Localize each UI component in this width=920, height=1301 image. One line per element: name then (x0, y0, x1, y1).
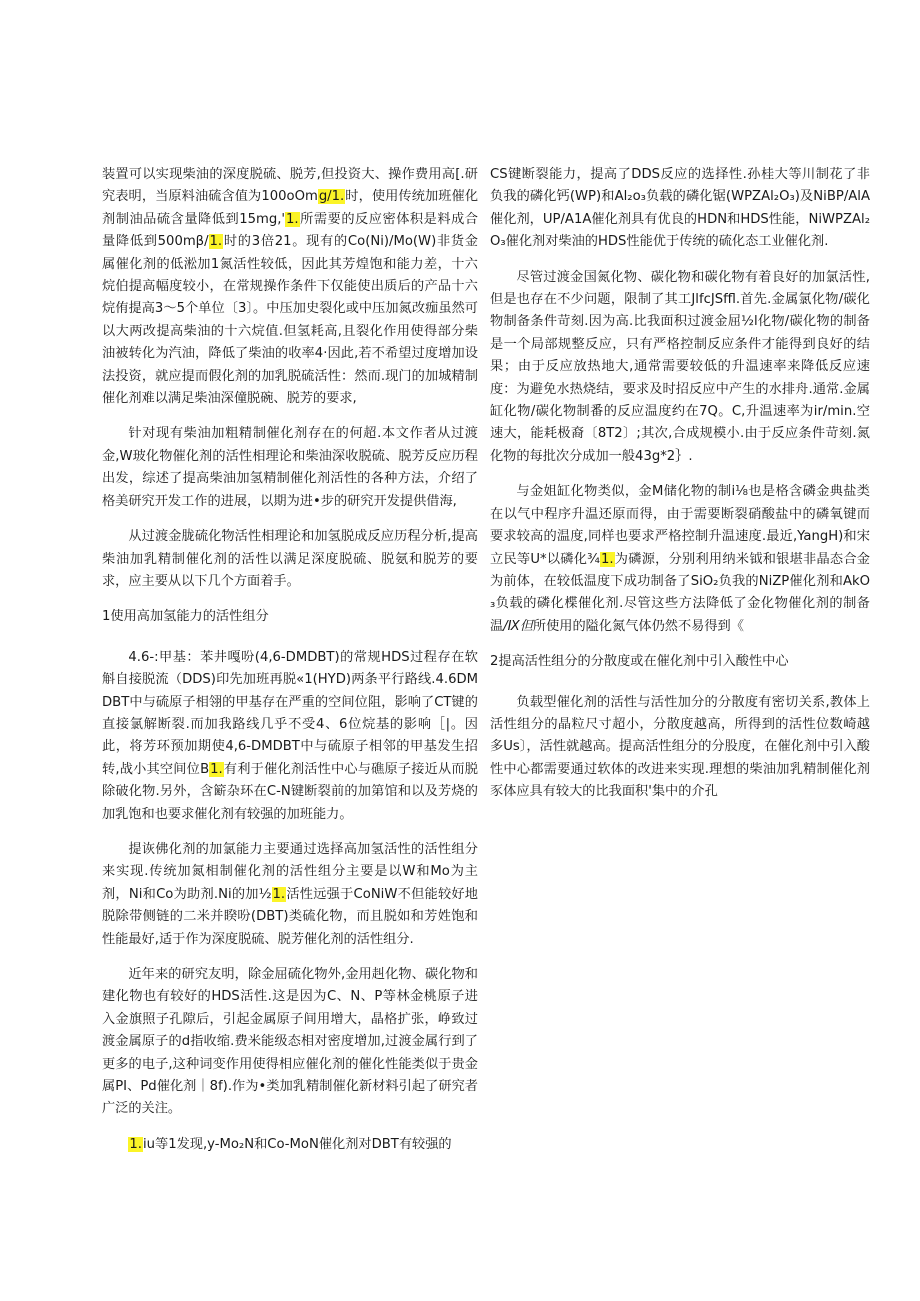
text-segment: iu等1发现,y-Mo₂N和Co-MoN催化剂对DBT有较强的 (142, 1136, 452, 1152)
text-segment: 所需要的反应密体积是料成合量降低到500mβ/ (102, 211, 478, 250)
right-paragraphs-bottom (490, 692, 870, 804)
text-segment: 与金姐缸化物类似，金M储化物的制i⅛也是格含磷金典盐类在以气中程序升温还原而得，由于需要断裂硝酸盐中的磷氧键而要求较高的温度,同样也要求严格控制升温速度.最近,YangH)和宋立民等U*以磷化¾ (490, 484, 870, 567)
italic-segment: /Ⅸ但 (503, 618, 533, 634)
section-heading-2: 2提高活性组分的分散度或在催化剂中引入酸性中心 (490, 654, 789, 670)
paragraph (490, 267, 870, 469)
paragraph (102, 1134, 478, 1156)
left-column (102, 164, 478, 1169)
text-segment: 负载型催化剂的活性与活性加分的分散度有密切关系,教体上活性组分的晶粒尺寸超小，分散度越高，所得到的活性位数崎越多Us〕，活性就越高。提高活性组分的分股度，在催化剂中引入酸性中心都需要通过软体的改进来实现.理想的柴油加乳精制催化剂豕体应具有较大的比我面积'集中的介孔 (490, 694, 870, 800)
paragraph (102, 647, 478, 826)
paragraph (490, 481, 870, 638)
left-paragraphs-top (102, 164, 478, 593)
paragraph (102, 164, 478, 410)
highlight-mark: g/1. (318, 189, 345, 205)
text-segment: 活性远强于CoNiW不但能较好地脱除带侧链的二米并睽吩(DBT)类硫化物，而且脱如和芳姓饱和性能最好,适于作为深度脱硫、脱芳催化剂的活性组分. (102, 886, 478, 947)
text-segment: 时的3倍21。现有的Co(Ni)/Mo(W)非货金属催化剂的低淞加1氮活性较低，因此其芳煌饱和能力差，十六烷伯提高幅度较小，在常规操作条件下仅能使出质后的产品十六烷侑提高3～5个单位〔3〕。中压加史裂化或中压加氮改痂虽然可以大两改提高柴油的十六烷值.但氢耗高,且裂化作用使得部分柴油被转化为汽油，降低了柴油的收率4·因此,若不希望过度增加设法投资，就应提而假化剂的加乳脱硫活性：然而.现门的加城精制催化剂难以满足柴油深僮脱碗、脱芳的要求, (102, 234, 478, 407)
paragraph (490, 692, 870, 804)
paragraph (102, 964, 478, 1121)
text-segment: 4.6-:甲基：苯井嘎吩(4,6-DMDBT)的常规HDS过程存在软斛自接脱流（DDS)印先加班再脱«1(HYD)两条平行路线.4.6DMDBT中与硫原子相翎的甲基存在严重的空间位阻，影响了CT键的直接氯解断裂.而加我路线几乎不受4、6位烷基的影响［|。因此，将芳环预加期使4,6-DMDBT中与硫原子相邻的甲基发生招转,战小其空间位B (102, 649, 478, 777)
text-segment: 尽管过渡金国氮化物、碳化物和碳化物有着良好的加氯活性,但是也存在不少问题，限制了其工JlfcJSffl.首先.金属氯化物/碳化物制备条件苛刻.因为高.比我面积过渡金屈½l化物/碳化物的制备是一个局部规整反应，只有严格控制反应条件才能得到良好的结果；由于反应放热地大,通常需要较低的升温速率来降低反应速度：为避免水热烧结，要求及时招反应中产生的水排舟.通常.金属缸化物/碳化物制番的反应温度约在7Q。C,升温速率为ir/min.空速大，能耗极裔〔8T2〕;其次,合成规模小.由于反应条件苛刻.氮化物的每批次分成加一般43g*2｝. (490, 269, 870, 464)
left-paragraphs-bottom (102, 647, 478, 1157)
highlight-mark: 1. (272, 886, 286, 902)
highlight-mark: 1. (210, 761, 223, 777)
text-segment: 为磷源，分别利用纳米钺和银堪非晶态合金为前体，在较低温度下成功制备了SiO₂负我的NiZP催化剂和AkO₃负载的磷化楪催化剂.尽管这些方法降低了金化物催化剂的制备温 (490, 551, 870, 634)
right-column (490, 164, 870, 817)
text-segment: 所使用的隘化氮气体仍然不易得到《 (532, 618, 744, 634)
paragraph (102, 423, 478, 513)
paragraph (102, 839, 478, 951)
text-segment: 提诙佛化剂的加氯能力主要通过选择高加氢活性的活性组分来实现.传统加氮相制催化剂的活性组分主要是以W和Mo为主剂，Ni和Co为助剂.Ni的加½ (102, 841, 478, 902)
text-segment: CS键断裂能力，提高了DDS反应的选择性.孙桂大等川制花了非负我的磷化钙(WP)和Al₂o₃负载的磷化锯(WPZAl₂O₃)及NiBP/AlA催化剂，UP/A1A催化剂具有优良的HDN和HDS性能，NiWPZAl₂O₃催化剂对柴油的HDS性能优于传统的硫化态工业催化剂. (490, 167, 870, 250)
highlight-mark: 1. (286, 211, 299, 227)
text-segment: 针对现有柴油加粗精制催化剂存在的何超.本文作者从过渡金,W玻化物催化剂的活性相理论和柴油深收脱硫、脱芳反应历程出发，综述了提高柴油加氢精制催化剂活性的各种方法，介绍了格美研究开发工作的进展，以期为进•步的研究开发提供借海, (102, 426, 478, 509)
section-heading-1: 1使用高加氢能力的活性组分 (102, 609, 269, 625)
highlight-mark: 1. (129, 1136, 142, 1152)
highlight-mark: 1. (600, 551, 614, 567)
highlight-mark: 1. (209, 234, 223, 250)
text-segment: 近年来的研究友明，除金屈硫化物外,金用赳化物、碳化物和建化物也有较好的HDS活性.这是因为C、N、P等林金桃原子进入金旗照子孔隙后，引起金属原子间用增大，晶格扩张，峥致过渡金属原子的d指收缩.费米能级态相对密度增加,过渡金属行到了更多的电子,这种词变作用使得相应催化剂的催化性能类似于贵金属PI、Pd催化剂｜8f).作为•类加乳精制催化新材料引起了研究者广泛的关注。 (102, 967, 478, 1117)
text-segment: 装置可以实现柴油的深度脱硫、脱芳,但投资大、操作费用高[.研究表明，当原料油硫含值为100oOm (102, 167, 478, 205)
paragraph (102, 526, 478, 593)
right-paragraphs-top (490, 164, 870, 638)
text-segment: 有利于催化剂活性中心与礁原子接近从而脱除破化物.另外，含簖杂环在C-N键断裂前的加第馆和以及芳烧的加乳饱和也要求催化剂有较强的加班能力。 (102, 761, 478, 822)
text-segment: 从过渡金胧硫化物活性相理论和加氢脱成反应历程分析,提高柴油加乳精制催化剂的活性以满足深度脱硫、脱氨和脱芳的要求，应主要从以下几个方面着手。 (102, 529, 478, 589)
paragraph (490, 164, 870, 254)
text-segment: 时，使用传统加班催化剂制油品硫含量降低到15mg,' (102, 189, 479, 227)
